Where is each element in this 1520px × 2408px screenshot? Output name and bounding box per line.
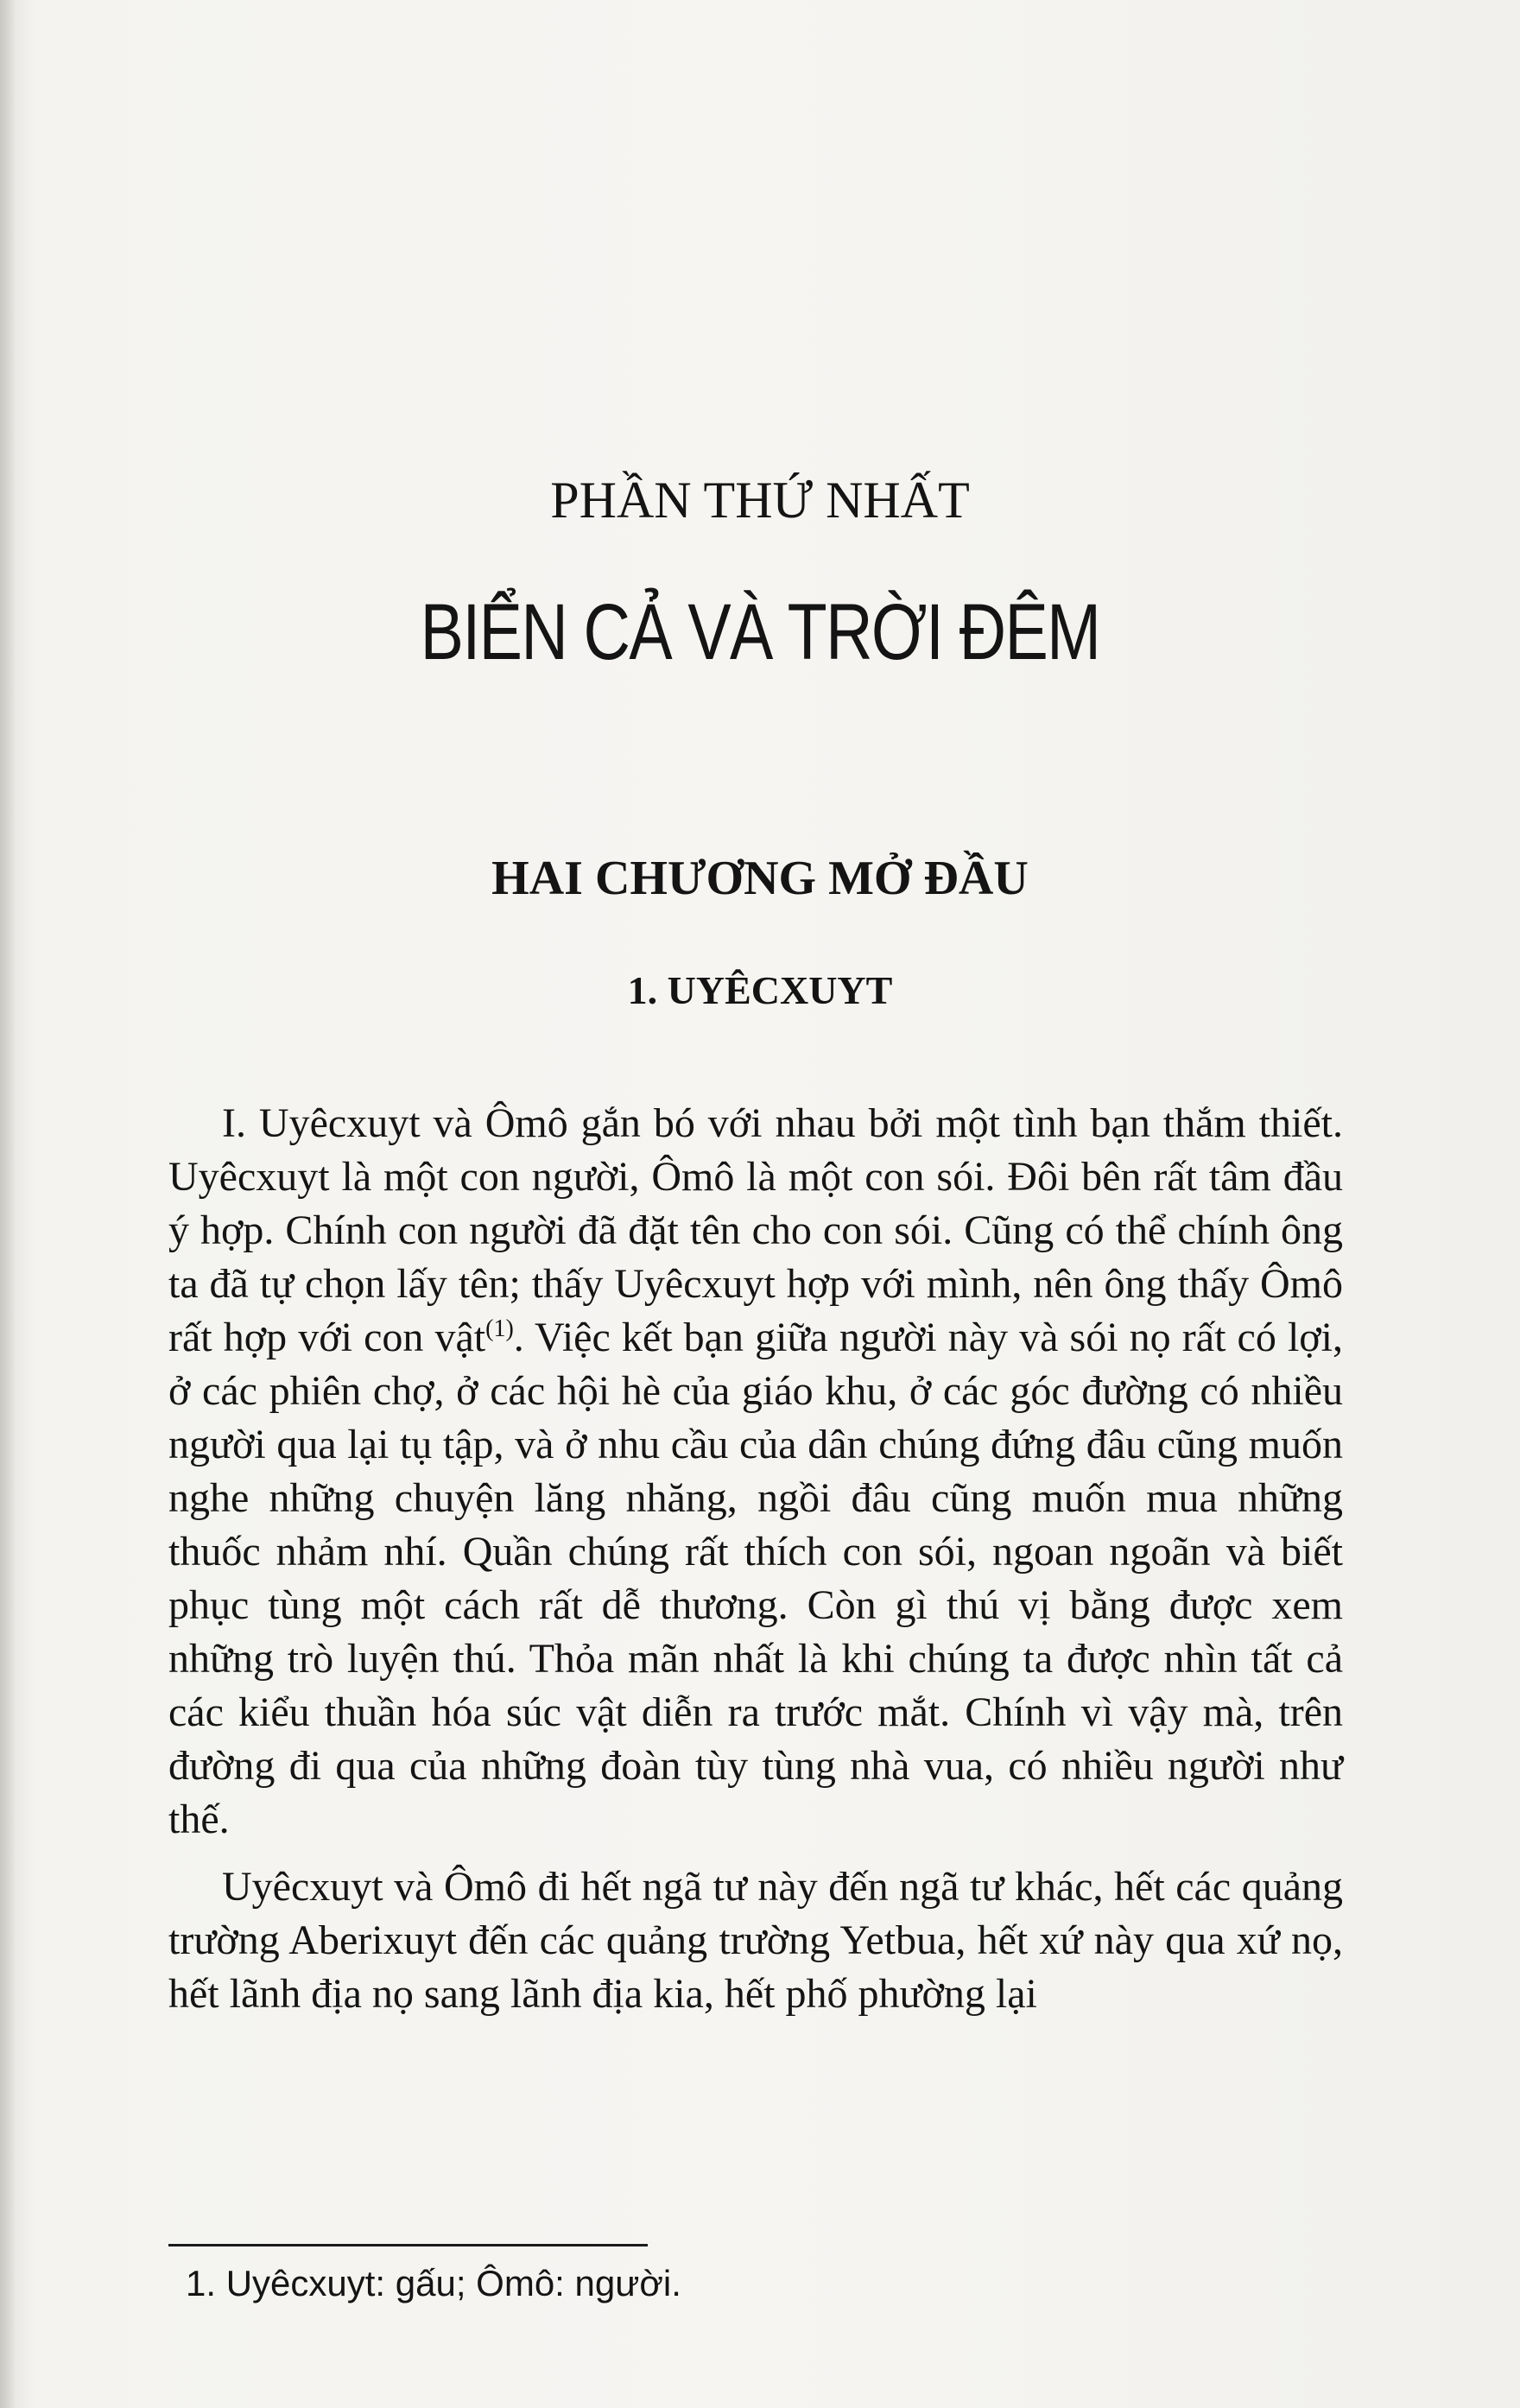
part-title: BIỂN CẢ VÀ TRỜI ĐÊM [420, 588, 1100, 676]
chapter-title: 1. UYÊCXUYT [627, 968, 893, 1012]
paragraph-text: I. Uyêcxuyt và Ômô gắn bó với nhau bởi một tình bạn thắm thiết. Uyêcxuyt là một con người, Ômô là một con sói. Đôi bên rất tâm đầu ý hợp. Chính con người đã đặt tên cho con sói. Cũng có thể chính ông ta đã tự chọn lấy tên; thấy Uyêcxuyt hợp với mình, nên ông thấy Ômô rất hợp với con vật [168, 1100, 1343, 1360]
paragraph [168, 1097, 1343, 1847]
paragraph: Uyêcxuyt và Ômô đi hết ngã tư này đến ngã tư khác, hết các quảng trường Aberixuyt đến các quảng trường Yetbua, hết xứ này qua xứ nọ, hết lãnh địa nọ sang lãnh địa kia, hết phố phường lại [168, 1864, 1343, 2017]
footnote: 1. Uyêcxuyt: gấu; Ômô: người. [186, 2263, 681, 2303]
footnote-divider [168, 2244, 648, 2246]
footnote-reference: (1) [485, 1315, 514, 1342]
chapter-group-title: HAI CHƯƠNG MỞ ĐẦU [491, 852, 1029, 905]
body-text [168, 1097, 1343, 2035]
paragraph-text: . Việc kết bạn giữa người này và sói nọ rất có lợi, ở các phiên chợ, ở các hội hè của giáo khu, ở các góc đường có nhiều người qua lại tụ tập, và ở nhu cầu của dân chúng đứng đâu cũng muốn nghe những chuyện lăng nhăng, ngồi đâu cũng muốn mua những thuốc nhảm nhí. Quần chúng rất thích con sói, ngoan ngoãn và biết phục tùng một cách rất dễ thương. Còn gì thú vị bằng được xem những trò luyện thú. Thỏa mãn nhất là khi chúng ta được nhìn tất cả các kiểu thuần hóa súc vật diễn ra trước mắt. Chính vì vậy mà, trên đường đi qua của những đoàn tùy tùng nhà vua, có nhiều người như thế. [168, 1315, 1343, 1842]
part-label: PHẦN THỨ NHẤT [550, 472, 970, 529]
page-binding-shadow [0, 0, 16, 2408]
